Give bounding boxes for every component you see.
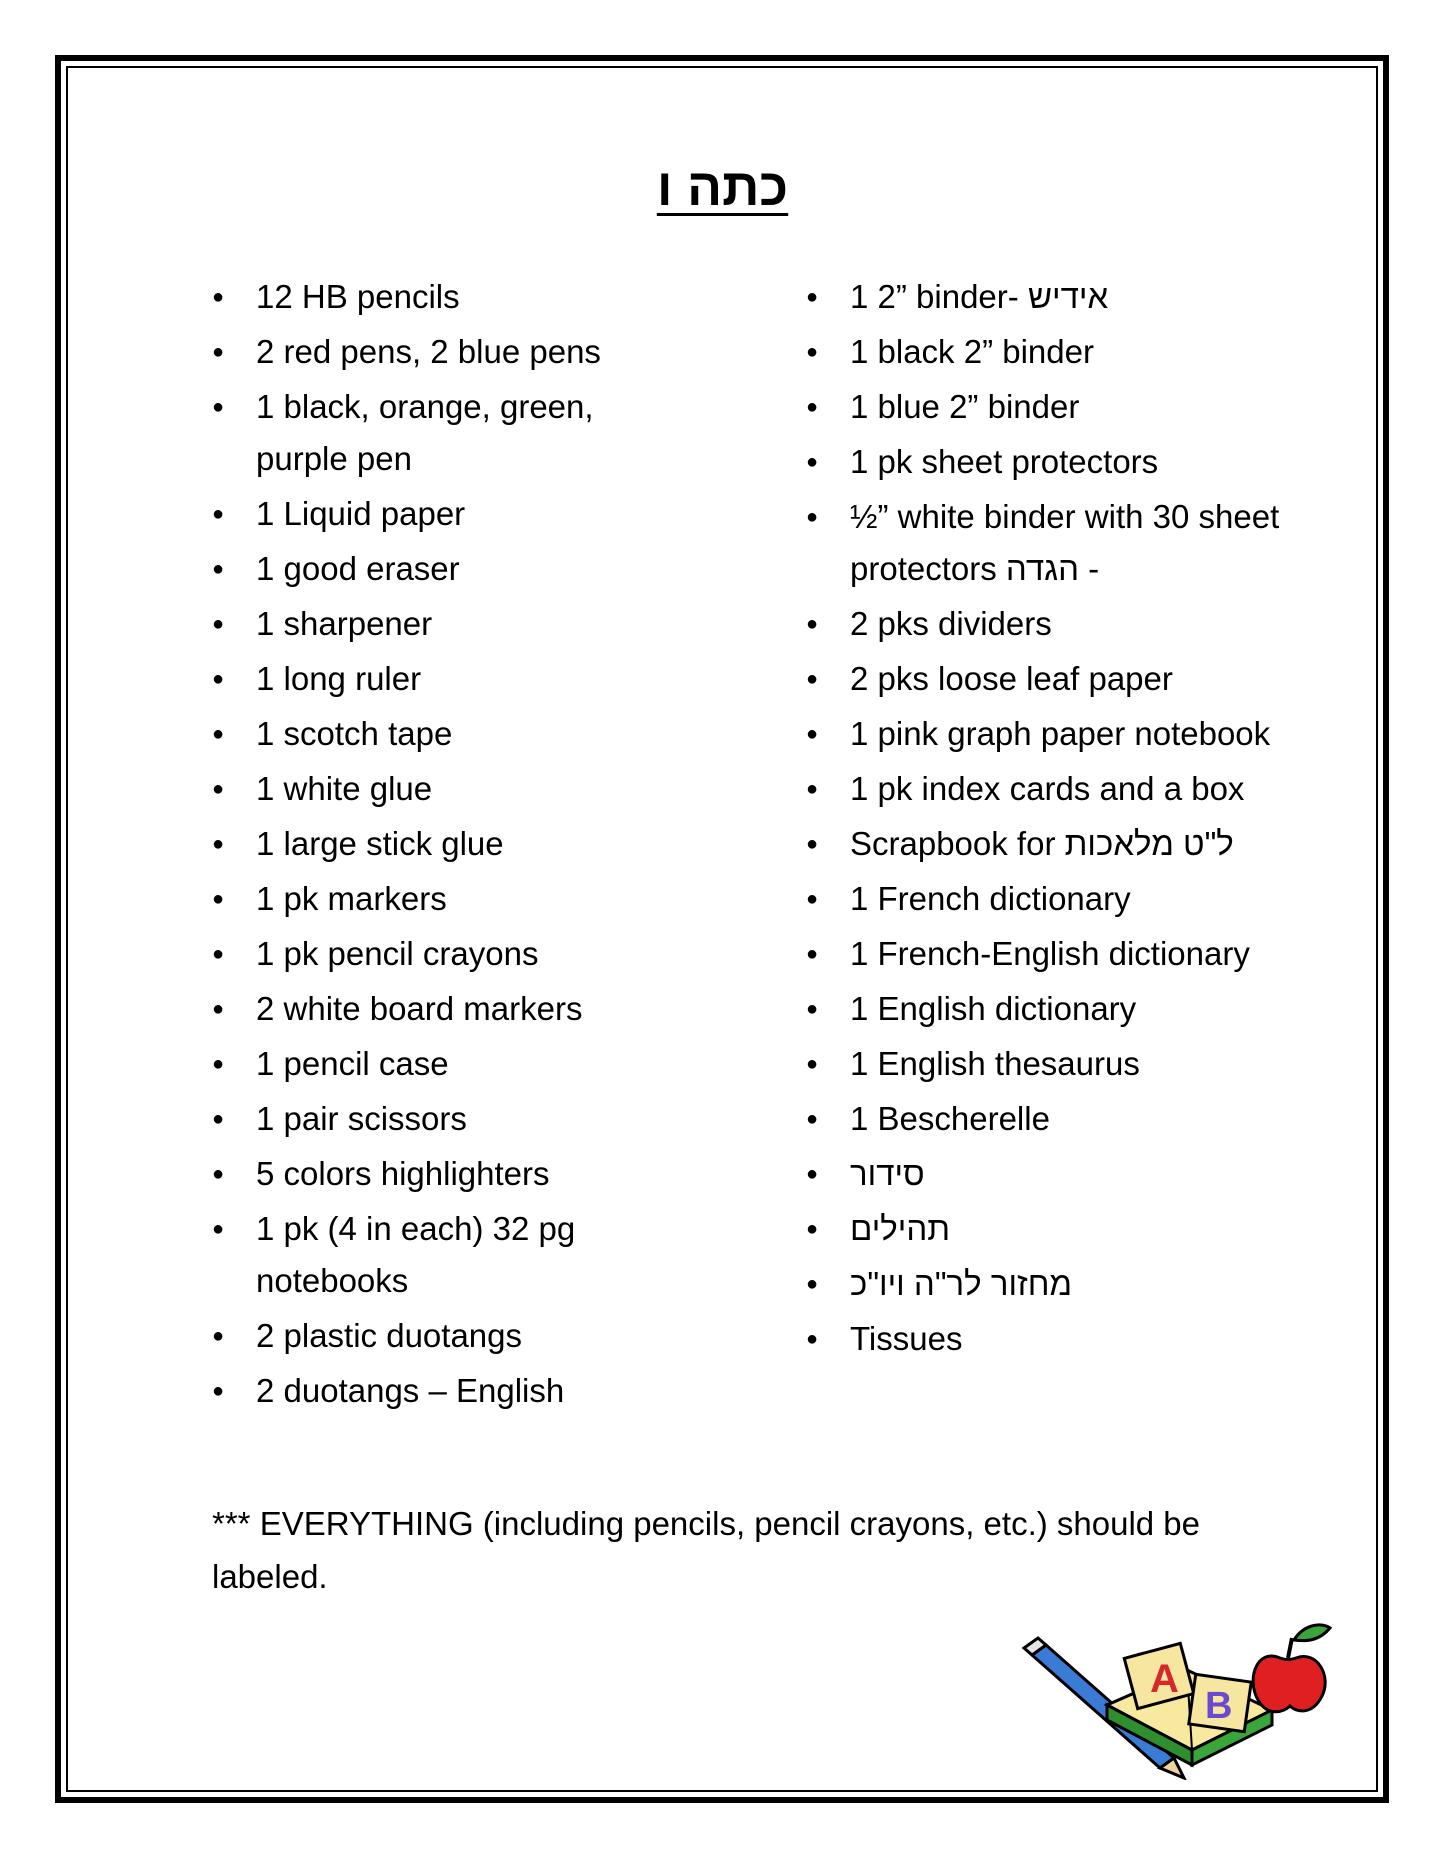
list-item: ● 1 good eraser [212,543,682,595]
list-item: ● 1 white glue [212,763,682,815]
list-item: ● 1 2” binder- אידיש [806,271,1306,323]
list-item: ● 1 Bescherelle [806,1093,1306,1145]
list-item: ● 2 pks dividers [806,598,1306,650]
list-item: ● סידור [806,1148,1306,1200]
labeling-note: *** EVERYTHING (including pencils, pencil crayons, etc.) should be labeled. [212,1505,1201,1595]
list-item: ● 1 blue 2” binder [806,381,1306,433]
svg-text:B: B [1205,1685,1233,1727]
list-item: ● 1 pencil case [212,1038,682,1090]
supply-list-right [806,271,1306,1368]
list-item: ● 2 red pens, 2 blue pens [212,326,682,378]
list-item: ● 1 scotch tape [212,708,682,760]
list-item: ● 1 black 2” binder [806,326,1306,378]
list-item: ● 2 duotangs – English [212,1365,682,1417]
list-item: ● תהילים [806,1203,1306,1255]
list-item: ● 1 long ruler [212,653,682,705]
list-item: ● 2 plastic duotangs [212,1310,682,1362]
list-item: ● 12 HB pencils [212,271,682,323]
list-item: ● 2 white board markers [212,983,682,1035]
list-item: ● 1 black, orange, green, purple pen [212,381,682,485]
list-item: ● 2 pks loose leaf paper [806,653,1306,705]
list-item: ● ½” white binder with 30 sheet protectors הגדה - [806,491,1306,595]
list-item: ● 1 pk sheet protectors [806,436,1306,488]
list-item: ● 1 pk markers [212,873,682,925]
list-item: ● 1 large stick glue [212,818,682,870]
list-item: ● 1 English thesaurus [806,1038,1306,1090]
list-item: ● 1 pk (4 in each) 32 pg notebooks [212,1203,682,1307]
svg-text:A: A [1150,1657,1179,1701]
list-item: ● Scrapbook for ל"ט מלאכות [806,818,1306,870]
list-item: ● 1 pair scissors [212,1093,682,1145]
list-item: ● 1 pk index cards and a box [806,763,1306,815]
list-item: ● Tissues [806,1313,1306,1365]
list-item: ● 1 sharpener [212,598,682,650]
apple-icon [1253,1625,1330,1712]
list-item: ● 5 colors highlighters [212,1148,682,1200]
list-item: ● 1 Liquid paper [212,488,682,540]
page-title: כתה ו [656,159,789,217]
list-item: ● 1 French dictionary [806,873,1306,925]
school-supplies-clipart [1012,1600,1362,1780]
list-item: ● 1 pk pencil crayons [212,928,682,980]
list-item: ● מחזור לר"ה ויו"כ [806,1258,1306,1310]
list-item: ● 1 pink graph paper notebook [806,708,1306,760]
supply-list-left [212,271,682,1420]
list-item: ● 1 English dictionary [806,983,1306,1035]
list-item: ● 1 French-English dictionary [806,928,1306,980]
